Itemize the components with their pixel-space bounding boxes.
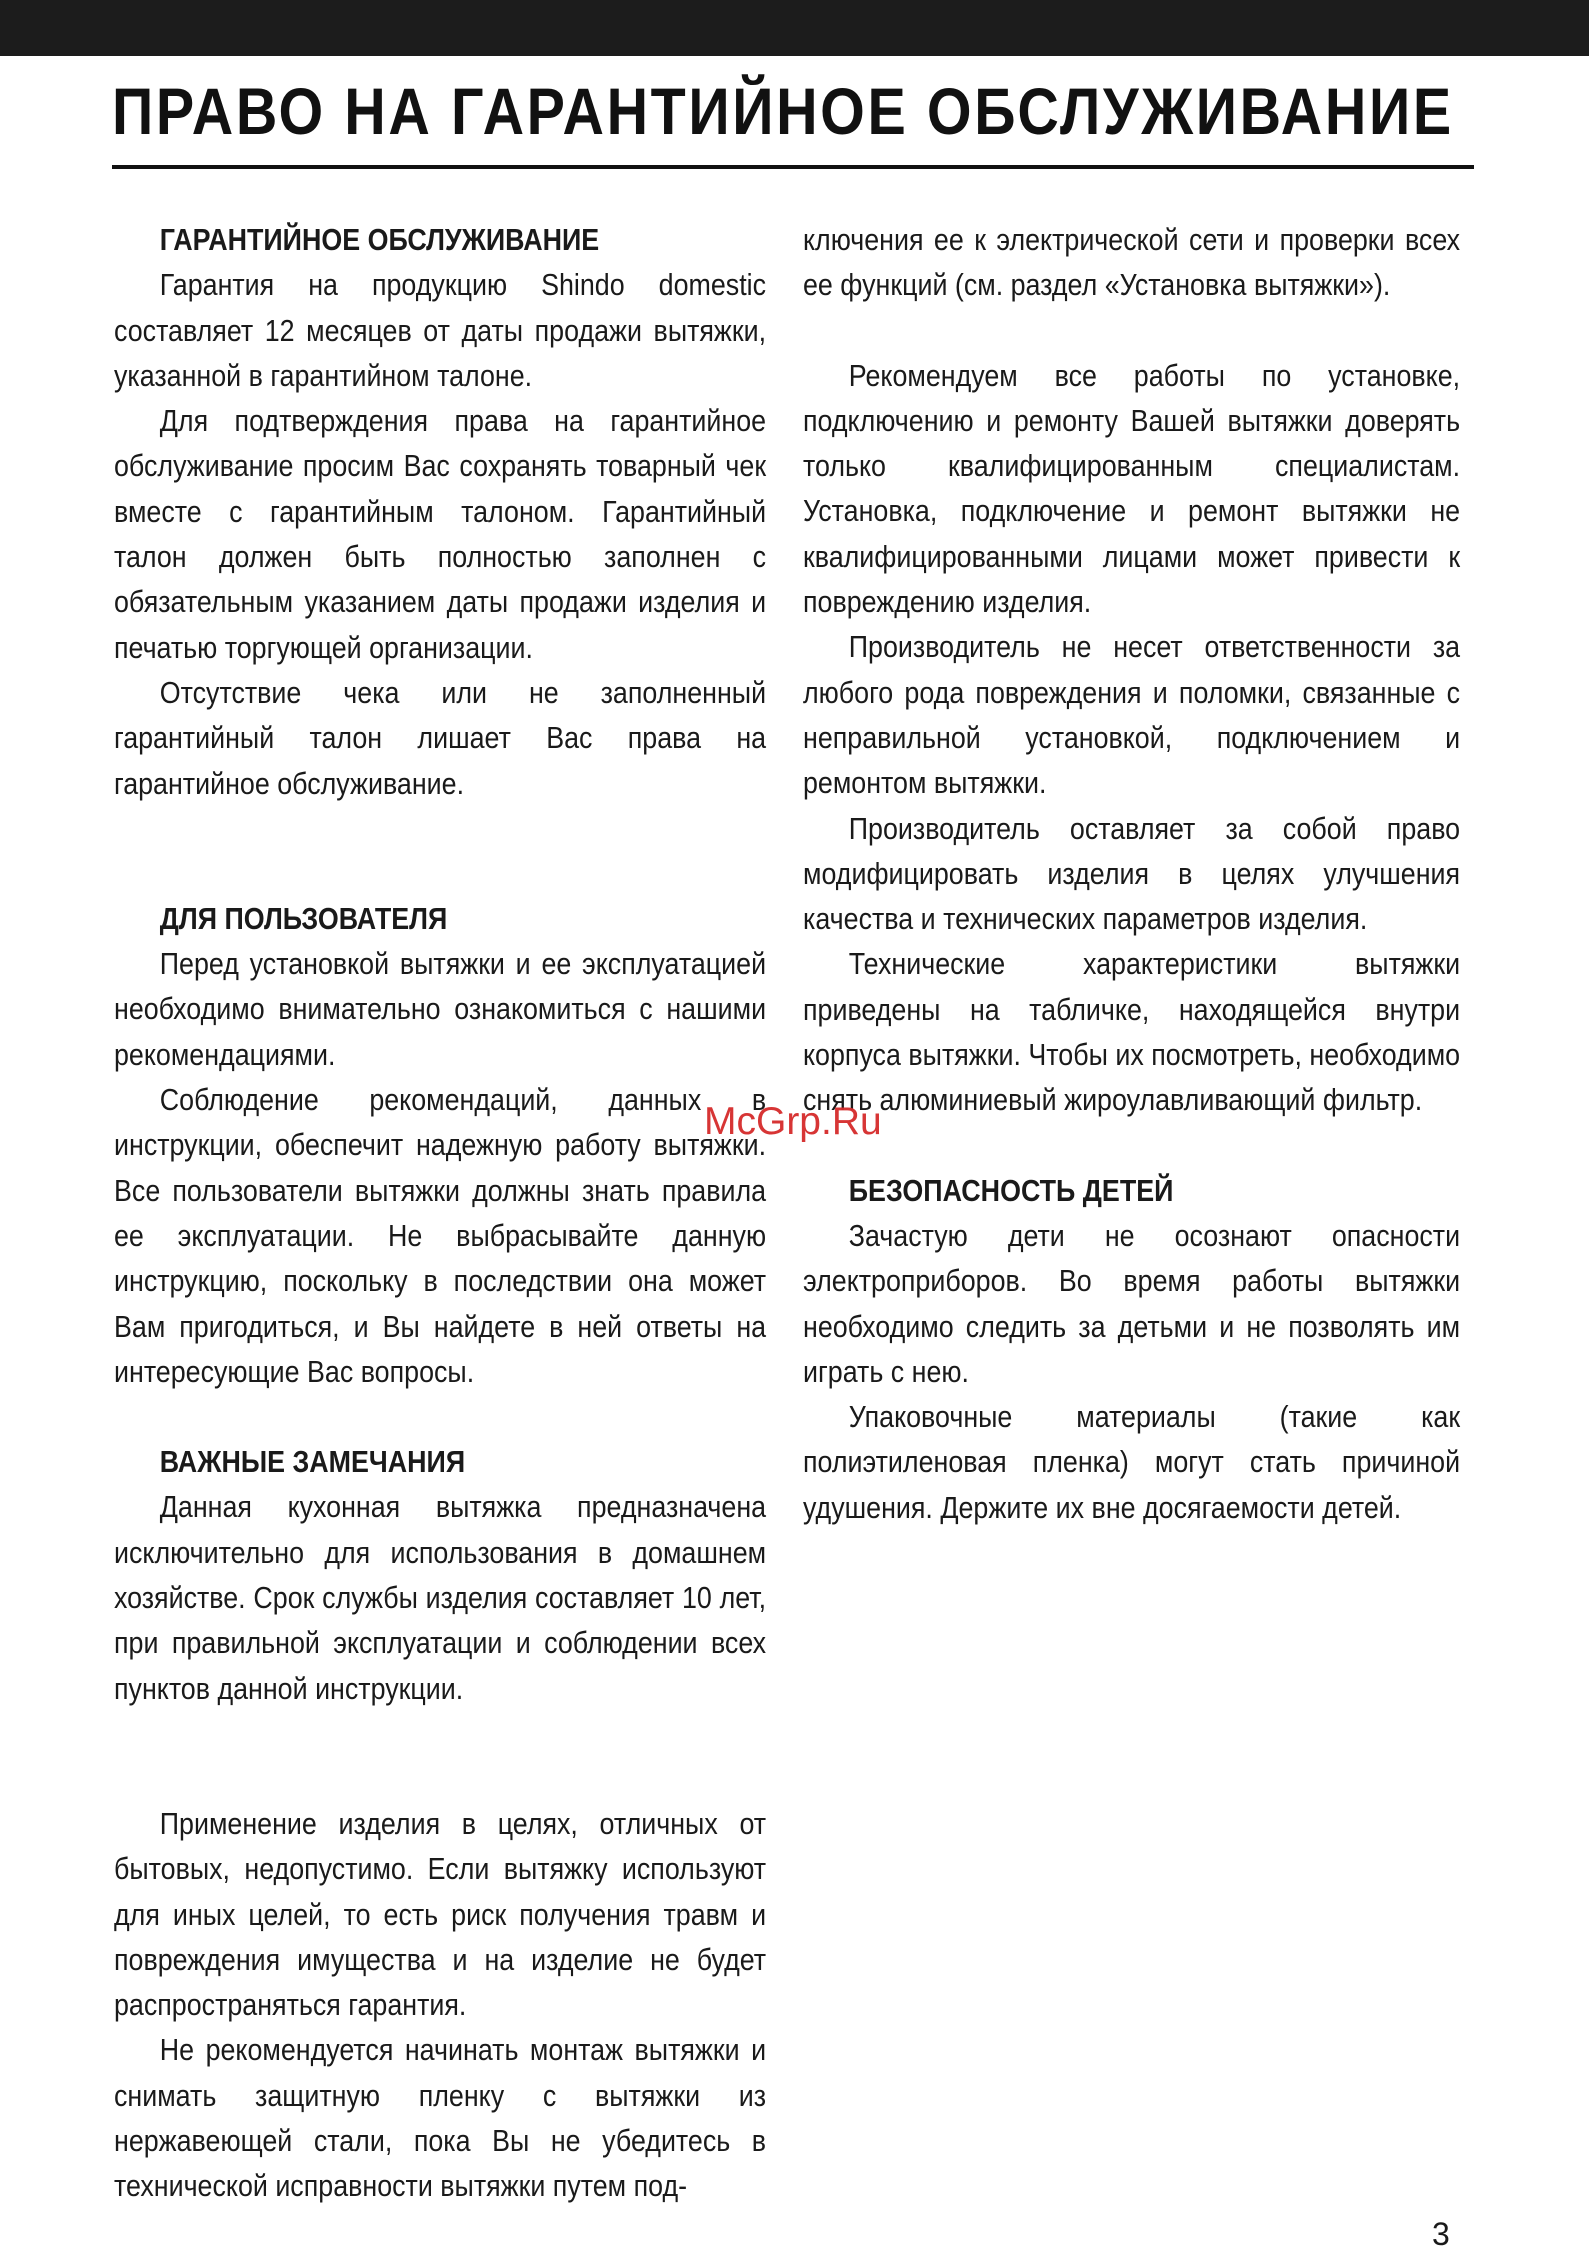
title-underline (112, 165, 1474, 169)
warranty-paragraph-3: Отсутствие чека или не заполненный гарантийный талон лишает Вас права на гарантийное обслуживание. (114, 675, 767, 801)
notes-paragraph-2: Применение изделия в целях, отличных от бытовых, недопустимо. Если вытяжку используют для иных целей, то есть риск получения травм и повреждения имущества и на изделие не будет распространяться гарантия. (114, 1806, 767, 2023)
watermark: McGrp.Ru (704, 1100, 882, 1143)
child-safety-paragraph-2: Упаковочные материалы (такие как полиэтиленовая пленка) могут стать причиной удушения. Держите их вне досягаемости детей. (803, 1400, 1461, 1525)
notes-paragraph-1: Данная кухонная вытяжка предназначена исключительно для использования в домашнем хозяйстве. Срок службы изделия составляет 10 лет, при правильной эксплуатации и соблюдении всех пунктов данной инструкции. (114, 1490, 767, 1706)
page-number: 3 (1432, 2216, 1450, 2252)
user-heading: ДЛЯ ПОЛЬЗОВАТЕЛЯ (159, 901, 448, 936)
child-safety-paragraph-1: Зачастую дети не осознают опасности электроприборов. Во время работы вытяжки необходимо следить за детьми и не позволять им играть с нею. (803, 1218, 1461, 1389)
top-black-bar (0, 0, 1589, 56)
user-paragraph-1: Перед установкой вытяжки и ее эксплуатацией необходимо внимательно ознакомиться с нашими рекомендациями. (114, 947, 767, 1072)
page-title: ПРАВО НА ГАРАНТИЙНОЕ ОБСЛУЖИВАНИЕ (112, 74, 1454, 148)
left-column (114, 218, 767, 2210)
child-safety-heading: БЕЗОПАСНОСТЬ ДЕТЕЙ (848, 1173, 1174, 1208)
notes-paragraph-3: Не рекомендуется начинать монтаж вытяжки и снимать защитную пленку с вытяжки из нержавеющей стали, пока Вы не убедитесь в технической исправности вытяжки путем под- (114, 2033, 767, 2204)
continued-paragraph: ключения ее к электрической сети и проверки всех ее функций (см. раздел «Установка вытяжки»). (803, 223, 1461, 303)
recommendation-paragraph: Рекомендуем все работы по установке, подключению и ремонту Вашей вытяжки доверять только квалифицированным специалистам. Установка, подключение и ремонт вытяжки не квалифицированными лицами может привести к повреждению изделия. (803, 358, 1461, 620)
user-paragraph-2: Соблюдение рекомендаций, данных в инструкции, обеспечит надежную работу вытяжки. Все пользователи вытяжки должны знать правила ее эксплуатации. Не выбрасывайте данную инструкцию, поскольку в последствии она может Вам пригодиться, и Вы найдете в ней ответы на интересующие Вас вопросы. (114, 1083, 767, 1389)
modification-paragraph: Производитель оставляет за собой право модифицировать изделия в целях улучшения качества и технических параметров изделия. (803, 811, 1461, 937)
liability-paragraph: Производитель не несет ответственности за любого рода повреждения и поломки, связанные с неправильной установкой, подключением и ремонтом вытяжки. (803, 630, 1461, 801)
warranty-heading: ГАРАНТИЙНОЕ ОБСЛУЖИВАНИЕ (159, 223, 600, 257)
specs-paragraph: Технические характеристики вытяжки приведены на табличке, находящейся внутри корпуса вытяжки. Чтобы их посмотреть, необходимо снять алюминиевый жироулавливающий фильтр. (803, 947, 1461, 1118)
warranty-paragraph-1: Гарантия на продукцию Shindo domestic составляет 12 месяцев от даты продажи вытяжки, указанной в гарантийном талоне. (114, 268, 767, 393)
right-column (803, 218, 1461, 1531)
notes-heading: ВАЖНЫЕ ЗАМЕЧАНИЯ (159, 1445, 466, 1480)
warranty-paragraph-2: Для подтверждения права на гарантийное обслуживание просим Вас сохранять товарный чек вместе с гарантийным талоном. Гарантийный талон должен быть полностью заполнен с обязательным указанием даты продажи изделия и печатью торгующей организации. (114, 404, 767, 665)
